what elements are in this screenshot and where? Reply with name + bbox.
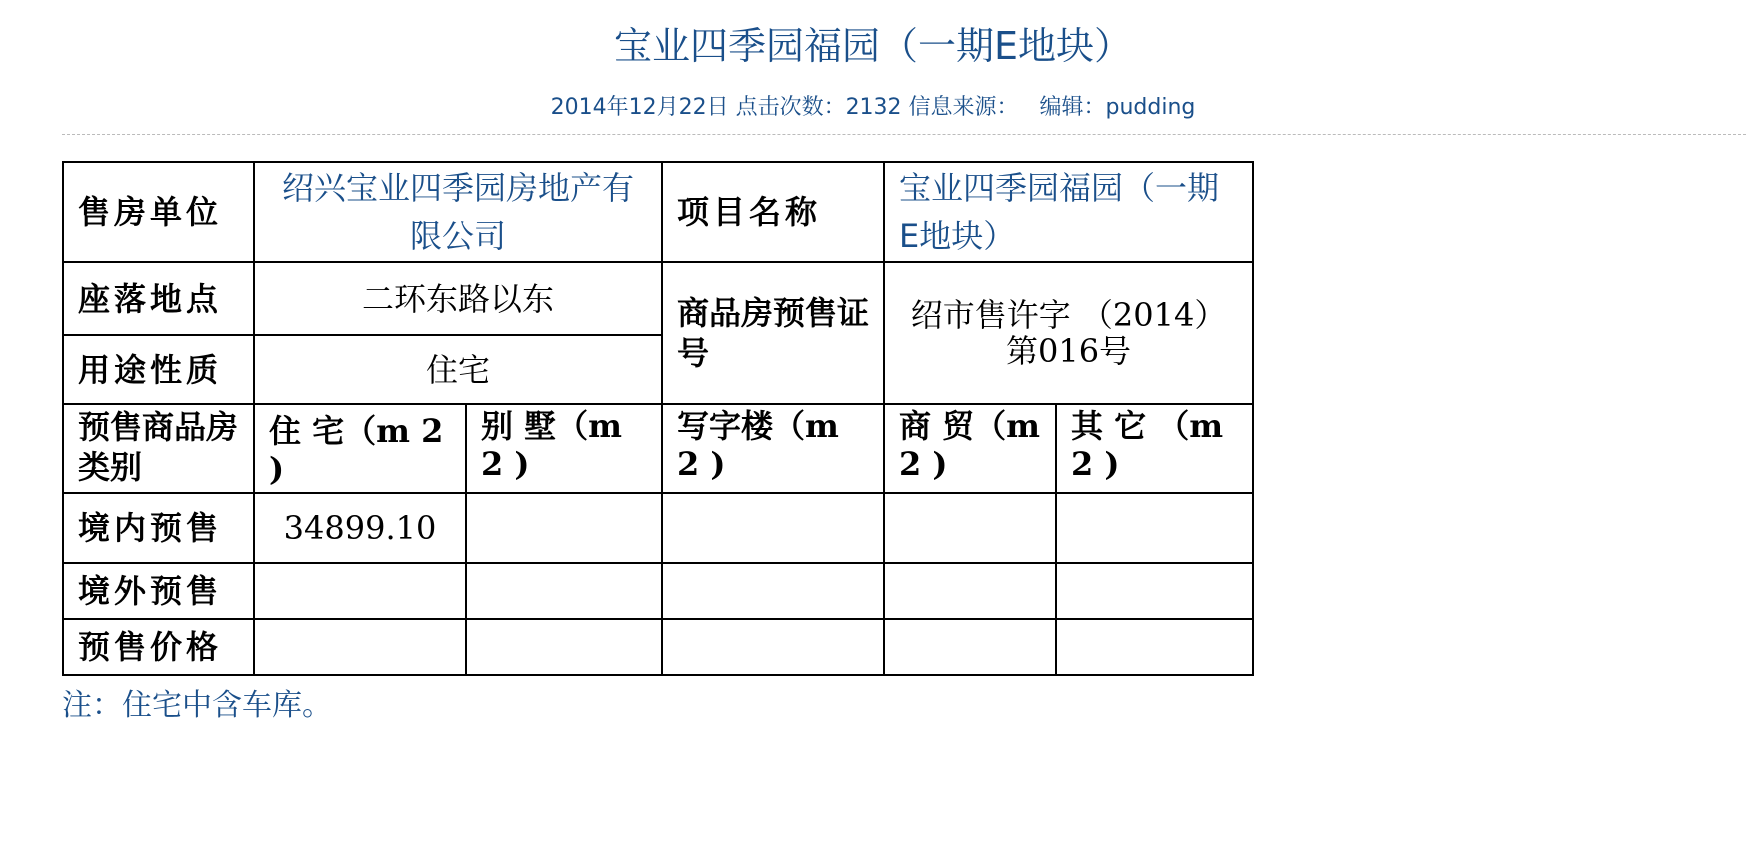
table-cell — [884, 493, 1056, 563]
column-header-commercial: 商 贸（m 2 ) — [884, 404, 1056, 493]
table-row — [63, 262, 1253, 335]
column-header-villa: 别 墅（m 2 ) — [466, 404, 662, 493]
table-row — [63, 493, 1253, 563]
table-cell — [466, 493, 662, 563]
column-header-office: 写字楼（m 2 ) — [662, 404, 884, 493]
table-cell — [884, 619, 1056, 675]
table-cell — [254, 619, 466, 675]
table-cell — [1056, 563, 1253, 619]
table-cell: 34899.10 — [254, 493, 466, 563]
table-cell — [1056, 619, 1253, 675]
row-label-overseas: 境外预售 — [63, 563, 254, 619]
table-cell — [466, 619, 662, 675]
usage-label: 用途性质 — [63, 335, 254, 404]
table-cell — [662, 619, 884, 675]
table-cell — [254, 563, 466, 619]
table-header-row — [63, 404, 1253, 493]
article-meta: 2014年12月22日 点击次数：2132 信息来源： 编辑：pudding — [550, 95, 1196, 120]
category-label: 预售商品房类别 — [63, 404, 254, 493]
table-cell — [662, 563, 884, 619]
table-row — [63, 162, 1253, 262]
footnote: 注：住宅中含车库。 — [62, 688, 332, 723]
row-label-domestic: 境内预售 — [63, 493, 254, 563]
column-header-other: 其 它 （m 2 ) — [1056, 404, 1253, 493]
usage-value: 住宅 — [254, 335, 662, 404]
location-value: 二环东路以东 — [254, 262, 662, 335]
location-label: 座落地点 — [63, 262, 254, 335]
presale-info-table — [62, 161, 1254, 676]
table-cell — [662, 493, 884, 563]
table-row — [63, 619, 1253, 675]
page-title: 宝业四季园福园（一期E地块） — [613, 24, 1132, 68]
seller-value[interactable]: 绍兴宝业四季园房地产有限公司 — [254, 162, 662, 262]
table-cell — [466, 563, 662, 619]
table-cell — [884, 563, 1056, 619]
divider — [62, 134, 1746, 135]
license-label: 商品房预售证号 — [662, 262, 884, 404]
table-cell — [1056, 493, 1253, 563]
seller-label: 售房单位 — [63, 162, 254, 262]
project-label: 项目名称 — [662, 162, 884, 262]
table-row — [63, 563, 1253, 619]
license-value: 绍市售许字 （2014）第016号 — [884, 262, 1253, 404]
row-label-price: 预售价格 — [63, 619, 254, 675]
column-header-residential: 住 宅（m 2 ) — [254, 404, 466, 493]
project-value[interactable]: 宝业四季园福园（一期E地块） — [884, 162, 1253, 262]
